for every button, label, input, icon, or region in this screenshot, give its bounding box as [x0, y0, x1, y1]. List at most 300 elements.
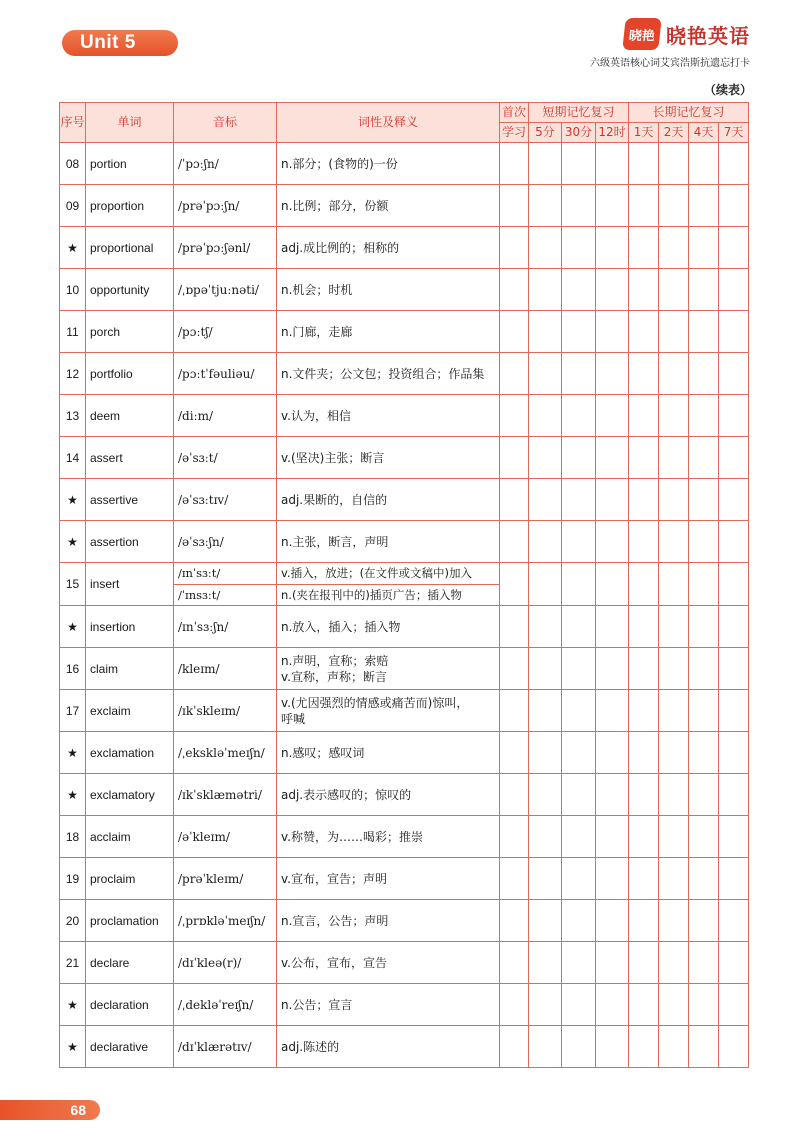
definition-line: v.宣布，宣告；声明 [281, 871, 387, 886]
definition-line: adj.表示感叹的；惊叹的 [281, 787, 412, 802]
review-checkbox-cell[interactable] [629, 690, 659, 732]
review-checkbox-cell[interactable] [596, 563, 629, 606]
review-checkbox-cell[interactable] [562, 185, 596, 227]
ipa-cell: /ˌekskləˈmeɪʃn/ [174, 732, 277, 774]
table-row [60, 563, 749, 606]
header-long-slot: 4天 [689, 123, 719, 143]
ipa-cell: /pɔːtˈfəuliəu/ [174, 353, 277, 395]
review-checkbox-cell[interactable] [629, 732, 659, 774]
review-checkbox-cell[interactable] [596, 732, 629, 774]
vocab-table [59, 102, 749, 1068]
review-checkbox-cell[interactable] [500, 648, 529, 690]
review-checkbox-cell[interactable] [689, 563, 719, 606]
table-row [60, 900, 749, 942]
review-checkbox-cell[interactable] [596, 606, 629, 648]
row-number: 20 [60, 900, 86, 942]
table-row [60, 732, 749, 774]
definition-line: v.称赞，为……喝彩；推崇 [281, 829, 423, 844]
review-checkbox-cell[interactable] [596, 1026, 629, 1068]
review-checkbox-cell[interactable] [500, 269, 529, 311]
ipa-cell: /ˌdekləˈreɪʃn/ [174, 984, 277, 1026]
review-checkbox-cell[interactable] [562, 143, 596, 185]
table-row [60, 185, 749, 227]
definition-cell [277, 395, 500, 437]
review-checkbox-cell[interactable] [689, 479, 719, 521]
review-checkbox-cell[interactable] [659, 563, 689, 606]
definition-cell [277, 774, 500, 816]
review-checkbox-cell[interactable] [500, 311, 529, 353]
ipa-line: /ˈɪnsɜːt/ [174, 584, 276, 606]
header-first-study: 首次 [500, 103, 529, 123]
review-checkbox-cell[interactable] [719, 774, 749, 816]
review-checkbox-cell[interactable] [659, 816, 689, 858]
review-checkbox-cell[interactable] [596, 395, 629, 437]
review-checkbox-cell[interactable] [500, 353, 529, 395]
table-row [60, 143, 749, 185]
definition-line: 呼喊 [281, 711, 306, 726]
review-checkbox-cell[interactable] [562, 648, 596, 690]
table-row [60, 521, 749, 563]
review-checkbox-cell[interactable] [562, 479, 596, 521]
review-checkbox-cell[interactable] [719, 563, 749, 606]
review-checkbox-cell[interactable] [529, 227, 562, 269]
word-cell: porch [86, 311, 174, 353]
review-checkbox-cell[interactable] [529, 395, 562, 437]
header-long-slot: 1天 [629, 123, 659, 143]
definition-line: n.感叹；感叹词 [281, 745, 365, 760]
ipa-line: /ɪnˈsɜːt/ [178, 566, 221, 581]
review-checkbox-cell[interactable] [629, 269, 659, 311]
review-checkbox-cell[interactable] [562, 690, 596, 732]
word-cell: portfolio [86, 353, 174, 395]
review-checkbox-cell[interactable] [689, 269, 719, 311]
review-checkbox-cell[interactable] [689, 311, 719, 353]
word-cell: claim [86, 648, 174, 690]
word-cell: exclamatory [86, 774, 174, 816]
row-number: 15 [60, 563, 86, 606]
review-checkbox-cell[interactable] [659, 900, 689, 942]
row-number: 09 [60, 185, 86, 227]
definition-cell [277, 227, 500, 269]
review-checkbox-cell[interactable] [719, 143, 749, 185]
definition-line: adj.果断的，自信的 [281, 492, 388, 507]
review-checkbox-cell[interactable] [659, 606, 689, 648]
review-checkbox-cell[interactable] [719, 648, 749, 690]
review-checkbox-cell[interactable] [689, 143, 719, 185]
definition-cell [277, 858, 500, 900]
review-checkbox-cell[interactable] [659, 479, 689, 521]
review-checkbox-cell[interactable] [719, 521, 749, 563]
review-checkbox-cell[interactable] [500, 942, 529, 984]
review-checkbox-cell[interactable] [719, 606, 749, 648]
review-checkbox-cell[interactable] [659, 1026, 689, 1068]
word-cell: exclaim [86, 690, 174, 732]
review-checkbox-cell[interactable] [562, 606, 596, 648]
review-checkbox-cell[interactable] [659, 311, 689, 353]
ipa-cell: /prəˈpɔːʃənl/ [174, 227, 277, 269]
table-header [60, 103, 749, 143]
review-checkbox-cell[interactable] [689, 1026, 719, 1068]
review-checkbox-cell[interactable] [719, 395, 749, 437]
review-checkbox-cell[interactable] [659, 185, 689, 227]
row-number: ★ [60, 479, 86, 521]
review-checkbox-cell[interactable] [596, 690, 629, 732]
review-checkbox-cell[interactable] [689, 227, 719, 269]
ipa-cell: /əˈkleɪm/ [174, 816, 277, 858]
review-checkbox-cell[interactable] [659, 858, 689, 900]
row-number: 13 [60, 395, 86, 437]
review-checkbox-cell[interactable] [500, 1026, 529, 1068]
review-checkbox-cell[interactable] [562, 1026, 596, 1068]
review-checkbox-cell[interactable] [500, 479, 529, 521]
review-checkbox-cell[interactable] [500, 521, 529, 563]
review-checkbox-cell[interactable] [689, 395, 719, 437]
review-checkbox-cell[interactable] [629, 606, 659, 648]
review-checkbox-cell[interactable] [659, 269, 689, 311]
review-checkbox-cell[interactable] [529, 774, 562, 816]
review-checkbox-cell[interactable] [719, 732, 749, 774]
review-checkbox-cell[interactable] [562, 942, 596, 984]
review-checkbox-cell[interactable] [629, 774, 659, 816]
review-checkbox-cell[interactable] [596, 353, 629, 395]
word-cell: assert [86, 437, 174, 479]
book-subtitle: 六级英语核心词艾宾浩斯抗遗忘打卡 [590, 58, 750, 69]
row-number: ★ [60, 732, 86, 774]
review-checkbox-cell[interactable] [500, 900, 529, 942]
ipa-cell: /ˈpɔːʃn/ [174, 143, 277, 185]
review-checkbox-cell[interactable] [529, 1026, 562, 1068]
definition-line: n.(夹在报刊中的)插页广告；插入物 [277, 584, 499, 606]
review-checkbox-cell[interactable] [596, 437, 629, 479]
review-checkbox-cell[interactable] [719, 690, 749, 732]
definition-line: n.宣言，公告；声明 [281, 913, 389, 928]
review-checkbox-cell[interactable] [529, 816, 562, 858]
table-row [60, 227, 749, 269]
review-checkbox-cell[interactable] [562, 858, 596, 900]
ipa-cell: /kleɪm/ [174, 648, 277, 690]
review-checkbox-cell[interactable] [500, 732, 529, 774]
review-checkbox-cell[interactable] [629, 311, 659, 353]
definition-cell [277, 690, 500, 732]
review-checkbox-cell[interactable] [629, 942, 659, 984]
definition-line: v.插入，放进；(在文件或文稿中)加入 [281, 566, 473, 581]
review-checkbox-cell[interactable] [500, 606, 529, 648]
review-checkbox-cell[interactable] [719, 942, 749, 984]
review-checkbox-cell[interactable] [562, 900, 596, 942]
review-checkbox-cell[interactable] [529, 984, 562, 1026]
review-checkbox-cell[interactable] [500, 563, 529, 606]
review-checkbox-cell[interactable] [719, 900, 749, 942]
review-checkbox-cell[interactable] [629, 984, 659, 1026]
row-number: 21 [60, 942, 86, 984]
review-checkbox-cell[interactable] [562, 227, 596, 269]
ipa-cell: /ˌɒpəˈtjuːnəti/ [174, 269, 277, 311]
page-number: 68 [0, 1100, 100, 1120]
review-checkbox-cell[interactable] [596, 143, 629, 185]
review-checkbox-cell[interactable] [562, 984, 596, 1026]
review-checkbox-cell[interactable] [596, 269, 629, 311]
table-row [60, 353, 749, 395]
review-checkbox-cell[interactable] [529, 353, 562, 395]
ipa-cell: /pɔːtʃ/ [174, 311, 277, 353]
review-checkbox-cell[interactable] [719, 816, 749, 858]
review-checkbox-cell[interactable] [562, 353, 596, 395]
review-checkbox-cell[interactable] [689, 185, 719, 227]
review-checkbox-cell[interactable] [719, 227, 749, 269]
review-checkbox-cell[interactable] [529, 521, 562, 563]
definition-line: n.门廊，走廊 [281, 324, 353, 339]
definition-line: n.公告；宣言 [281, 997, 353, 1012]
review-checkbox-cell[interactable] [629, 227, 659, 269]
review-checkbox-cell[interactable] [562, 774, 596, 816]
review-checkbox-cell[interactable] [689, 648, 719, 690]
review-checkbox-cell[interactable] [596, 984, 629, 1026]
review-checkbox-cell[interactable] [659, 774, 689, 816]
review-checkbox-cell[interactable] [629, 900, 659, 942]
review-checkbox-cell[interactable] [529, 690, 562, 732]
word-cell: opportunity [86, 269, 174, 311]
review-checkbox-cell[interactable] [719, 858, 749, 900]
header-short-slot: 5分 [529, 123, 562, 143]
review-checkbox-cell[interactable] [689, 942, 719, 984]
word-cell: declare [86, 942, 174, 984]
review-checkbox-cell[interactable] [629, 858, 659, 900]
ipa-cell: /ɪkˈskleɪm/ [174, 690, 277, 732]
word-cell: acclaim [86, 816, 174, 858]
definition-cell [277, 984, 500, 1026]
word-cell: assertive [86, 479, 174, 521]
definition-line: v.(尤因强烈的情感或痛苦而)惊叫， [281, 695, 469, 710]
review-checkbox-cell[interactable] [500, 185, 529, 227]
row-number: 11 [60, 311, 86, 353]
table-row [60, 648, 749, 690]
table-row [60, 606, 749, 648]
definition-cell [277, 437, 500, 479]
header-short-slot: 12时 [596, 123, 629, 143]
review-checkbox-cell[interactable] [529, 479, 562, 521]
review-checkbox-cell[interactable] [719, 185, 749, 227]
review-checkbox-cell[interactable] [719, 984, 749, 1026]
header-no: 序号 [60, 103, 86, 143]
review-checkbox-cell[interactable] [562, 521, 596, 563]
word-cell: proclaim [86, 858, 174, 900]
review-checkbox-cell[interactable] [529, 942, 562, 984]
review-checkbox-cell[interactable] [529, 143, 562, 185]
definition-cell [277, 521, 500, 563]
review-checkbox-cell[interactable] [596, 774, 629, 816]
review-checkbox-cell[interactable] [659, 690, 689, 732]
definition-line: n.比例；部分，份额 [281, 198, 389, 213]
review-checkbox-cell[interactable] [529, 269, 562, 311]
review-checkbox-cell[interactable] [596, 900, 629, 942]
row-number: 08 [60, 143, 86, 185]
review-checkbox-cell[interactable] [689, 816, 719, 858]
review-checkbox-cell[interactable] [689, 984, 719, 1026]
review-checkbox-cell[interactable] [596, 858, 629, 900]
definition-line: v.公布，宣布，宣告 [281, 955, 387, 970]
table-row [60, 774, 749, 816]
review-checkbox-cell[interactable] [629, 816, 659, 858]
review-checkbox-cell[interactable] [629, 479, 659, 521]
definition-cell [277, 311, 500, 353]
review-checkbox-cell[interactable] [629, 353, 659, 395]
review-checkbox-cell[interactable] [562, 563, 596, 606]
review-checkbox-cell[interactable] [596, 185, 629, 227]
review-checkbox-cell[interactable] [719, 479, 749, 521]
definition-cell [277, 1026, 500, 1068]
word-cell: portion [86, 143, 174, 185]
review-checkbox-cell[interactable] [629, 563, 659, 606]
ipa-cell: /diːm/ [174, 395, 277, 437]
table-row [60, 437, 749, 479]
review-checkbox-cell[interactable] [629, 185, 659, 227]
definition-line: n.文件夹；公文包；投资组合；作品集 [281, 366, 485, 381]
review-checkbox-cell[interactable] [596, 816, 629, 858]
definition-cell [277, 606, 500, 648]
review-checkbox-cell[interactable] [659, 143, 689, 185]
definition-line: adj.成比例的；相称的 [281, 240, 400, 255]
review-checkbox-cell[interactable] [689, 353, 719, 395]
word-cell: proportion [86, 185, 174, 227]
review-checkbox-cell[interactable] [529, 563, 562, 606]
row-number: ★ [60, 227, 86, 269]
review-checkbox-cell[interactable] [529, 185, 562, 227]
definition-cell [277, 900, 500, 942]
header-word: 单词 [86, 103, 174, 143]
review-checkbox-cell[interactable] [689, 521, 719, 563]
brand [624, 18, 750, 50]
definition-cell [277, 143, 500, 185]
word-cell: declarative [86, 1026, 174, 1068]
table-row [60, 690, 749, 732]
review-checkbox-cell[interactable] [689, 858, 719, 900]
review-checkbox-cell[interactable] [659, 437, 689, 479]
review-checkbox-cell[interactable] [689, 437, 719, 479]
review-checkbox-cell[interactable] [689, 774, 719, 816]
table-row [60, 269, 749, 311]
review-checkbox-cell[interactable] [529, 606, 562, 648]
table-row [60, 479, 749, 521]
review-checkbox-cell[interactable] [562, 395, 596, 437]
header-long-review: 长期记忆复习 [629, 103, 749, 123]
review-checkbox-cell[interactable] [629, 395, 659, 437]
ipa-cell: /ɪkˈsklæmətri/ [174, 774, 277, 816]
review-checkbox-cell[interactable] [689, 900, 719, 942]
review-checkbox-cell[interactable] [719, 437, 749, 479]
review-checkbox-cell[interactable] [529, 858, 562, 900]
review-checkbox-cell[interactable] [629, 521, 659, 563]
review-checkbox-cell[interactable] [596, 648, 629, 690]
review-checkbox-cell[interactable] [659, 353, 689, 395]
word-cell: insert [86, 563, 174, 606]
review-checkbox-cell[interactable] [500, 690, 529, 732]
review-checkbox-cell[interactable] [629, 437, 659, 479]
review-checkbox-cell[interactable] [562, 816, 596, 858]
review-checkbox-cell[interactable] [500, 984, 529, 1026]
review-checkbox-cell[interactable] [562, 311, 596, 353]
review-checkbox-cell[interactable] [719, 1026, 749, 1068]
review-checkbox-cell[interactable] [659, 521, 689, 563]
review-checkbox-cell[interactable] [562, 732, 596, 774]
review-checkbox-cell[interactable] [659, 942, 689, 984]
review-checkbox-cell[interactable] [596, 521, 629, 563]
definition-line: n.声明，宣称；索赔 [281, 653, 389, 668]
review-checkbox-cell[interactable] [659, 395, 689, 437]
table-row [60, 816, 749, 858]
review-checkbox-cell[interactable] [659, 732, 689, 774]
review-checkbox-cell[interactable] [596, 227, 629, 269]
review-checkbox-cell[interactable] [689, 606, 719, 648]
table-row [60, 984, 749, 1026]
definition-line: v.认为，相信 [281, 408, 351, 423]
review-checkbox-cell[interactable] [629, 143, 659, 185]
definition-cell [277, 479, 500, 521]
row-number: 10 [60, 269, 86, 311]
review-checkbox-cell[interactable] [529, 900, 562, 942]
ipa-cell: /əˈsɜːtɪv/ [174, 479, 277, 521]
row-number: ★ [60, 1026, 86, 1068]
ipa-cell: /ˌprɒkləˈmeɪʃn/ [174, 900, 277, 942]
word-cell: proportional [86, 227, 174, 269]
row-number: ★ [60, 606, 86, 648]
review-checkbox-cell[interactable] [529, 437, 562, 479]
review-checkbox-cell[interactable] [659, 227, 689, 269]
review-checkbox-cell[interactable] [596, 942, 629, 984]
review-checkbox-cell[interactable] [500, 816, 529, 858]
review-checkbox-cell[interactable] [529, 732, 562, 774]
definition-cell [277, 185, 500, 227]
review-checkbox-cell[interactable] [500, 143, 529, 185]
review-checkbox-cell[interactable] [659, 648, 689, 690]
definition-line: adj.陈述的 [281, 1039, 340, 1054]
review-checkbox-cell[interactable] [500, 774, 529, 816]
word-cell: assertion [86, 521, 174, 563]
review-checkbox-cell[interactable] [719, 311, 749, 353]
review-checkbox-cell[interactable] [596, 479, 629, 521]
ipa-cell [174, 563, 277, 606]
review-checkbox-cell[interactable] [596, 311, 629, 353]
review-checkbox-cell[interactable] [629, 648, 659, 690]
word-cell: declaration [86, 984, 174, 1026]
definition-line: v.宣称，声称；断言 [281, 669, 387, 684]
header-ipa: 音标 [174, 103, 277, 143]
header-long-slot: 7天 [719, 123, 749, 143]
row-number: 12 [60, 353, 86, 395]
review-checkbox-cell[interactable] [529, 648, 562, 690]
review-checkbox-cell[interactable] [689, 690, 719, 732]
continued-note: （续表） [703, 83, 752, 97]
review-checkbox-cell[interactable] [500, 227, 529, 269]
review-checkbox-cell[interactable] [719, 353, 749, 395]
review-checkbox-cell[interactable] [659, 984, 689, 1026]
definition-line: n.机会；时机 [281, 282, 353, 297]
review-checkbox-cell[interactable] [629, 1026, 659, 1068]
header-short-slot: 30分 [562, 123, 596, 143]
review-checkbox-cell[interactable] [500, 437, 529, 479]
definition-line: n.部分；(食物的)一份 [281, 156, 398, 171]
ipa-cell: /dɪˈkleə(r)/ [174, 942, 277, 984]
definition-cell [277, 816, 500, 858]
review-checkbox-cell[interactable] [562, 437, 596, 479]
row-number: 19 [60, 858, 86, 900]
table-row [60, 858, 749, 900]
review-checkbox-cell[interactable] [500, 395, 529, 437]
review-checkbox-cell[interactable] [529, 311, 562, 353]
review-checkbox-cell[interactable] [719, 269, 749, 311]
review-checkbox-cell[interactable] [689, 732, 719, 774]
review-checkbox-cell[interactable] [500, 858, 529, 900]
review-checkbox-cell[interactable] [562, 269, 596, 311]
